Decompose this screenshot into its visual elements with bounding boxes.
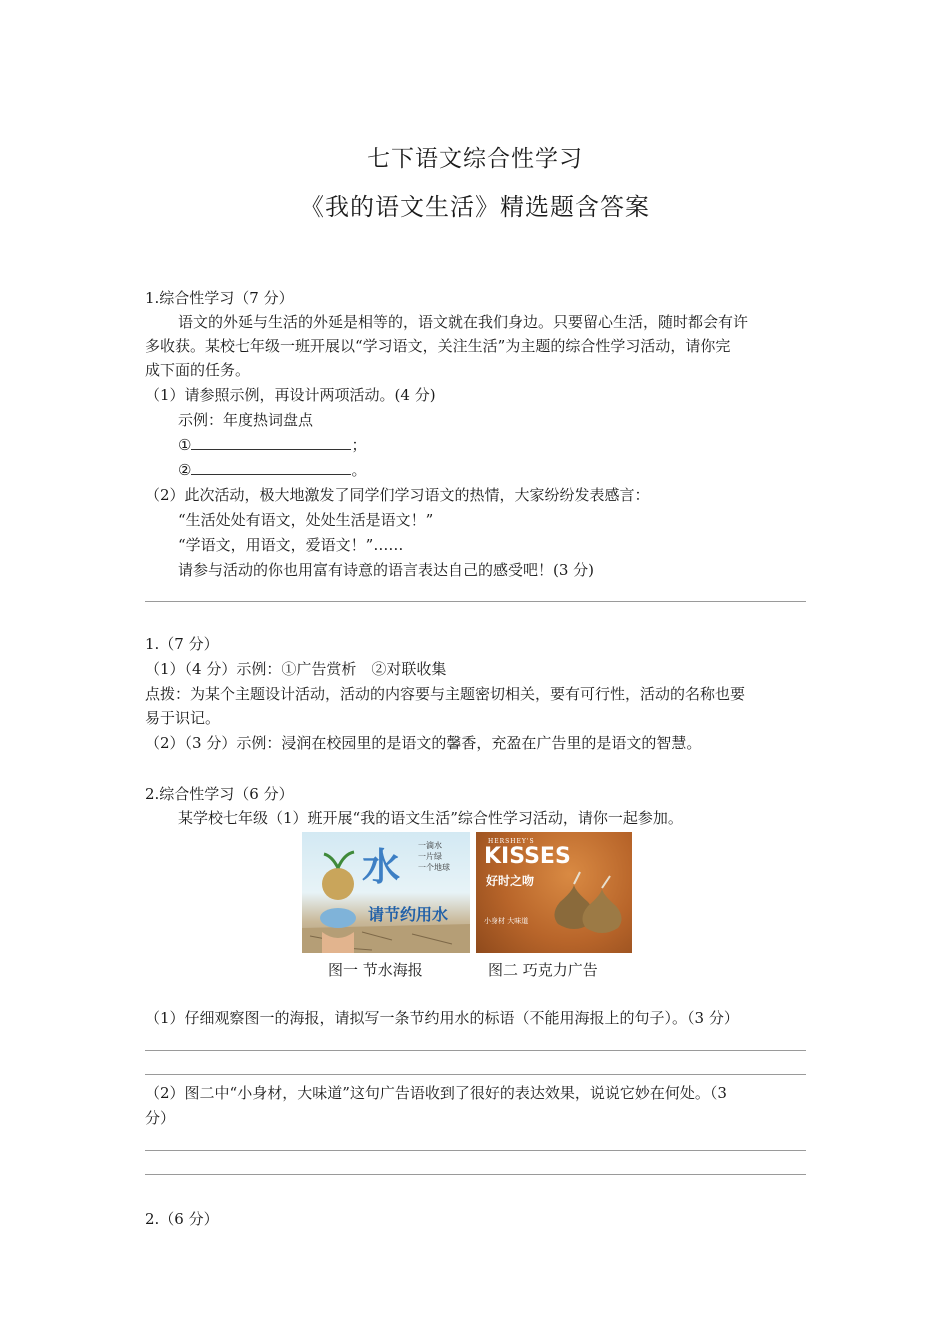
blank-2-mark: ② (178, 461, 192, 479)
figure-caption-2: 图二 巧克力广告 (488, 961, 598, 979)
poster-big-char: 水 (362, 844, 401, 889)
q1-heading: 1.综合性学习（7 分） (145, 289, 294, 307)
poster-tag-2: 一片绿 (418, 852, 442, 861)
q2-part1: （1）仔细观察图一的海报，请拟写一条节约用水的标语（不能用海报上的句子）。（3 分） (145, 1009, 739, 1027)
a1-line4: （2）（3 分）示例：浸润在校园里的是语文的馨香，充盈在广告里的是语文的智慧。 (145, 734, 702, 752)
q1-blank-1 (178, 433, 843, 457)
q1-part2: （2）此次活动，极大地激发了同学们学习语文的热情，大家纷纷发表感言： (145, 486, 650, 504)
ad-tagline: 小身材 大味道 (484, 917, 529, 925)
a2-heading: 2.（6 分） (145, 1210, 219, 1228)
q2-part2-line1: （2）图二中“小身材，大味道”这句广告语收到了很好的表达效果，说说它妙在何处。（3 (145, 1084, 727, 1102)
answer-line[interactable] (145, 1050, 806, 1051)
ad-brand: KISSES (484, 844, 571, 869)
q2-part2-line2: 分） (145, 1109, 176, 1127)
poster-tagline (418, 840, 450, 873)
answer-line[interactable] (145, 601, 806, 602)
q1-intro-line2: 多收获。某校七年级一班开展以“学习语文，关注生活”为主题的综合性学习活动，请你完 (145, 337, 731, 355)
q1-task: 请参与活动的你也用富有诗意的语言表达自己的感受吧！(3 分) (178, 561, 595, 579)
q2-heading: 2.综合性学习（6 分） (145, 785, 294, 803)
a1-line1: （1）（4 分）示例：①广告赏析 ②对联收集 (145, 660, 447, 678)
q2-intro: 某学校七年级（1）班开展“我的语文生活”综合性学习活动，请你一起参加。 (178, 809, 683, 827)
q1-intro-line3: 成下面的任务。 (145, 361, 251, 379)
figure-caption-1: 图一 节水海报 (328, 961, 423, 979)
a1-line3: 易于识记。 (145, 709, 221, 727)
poster-tag-3: 一个地球 (418, 863, 450, 872)
q1-blank-2 (178, 458, 843, 482)
blank-1-end: ； (351, 436, 367, 454)
a1-heading: 1.（7 分） (145, 635, 219, 653)
kisses-illustration (476, 832, 632, 953)
answer-line[interactable] (145, 1074, 806, 1075)
q1-quote2: “学语文，用语文，爱语文！”…… (178, 536, 404, 554)
q1-quote1: “生活处处有语文，处处生活是语文！” (178, 511, 434, 529)
ad-subtitle: 好时之吻 (486, 874, 535, 888)
chocolate-ad (476, 832, 632, 953)
blank-1-mark: ① (178, 436, 192, 454)
ad-brand-top: HERSHEY'S (488, 838, 535, 845)
answer-blank-2[interactable] (191, 458, 351, 475)
q1-intro-line1: 语文的外延与生活的外延是相等的，语文就在我们身边。只要留心生活，随时都会有许 (178, 313, 749, 331)
poster-slogan: 请节约用水 (368, 905, 449, 924)
poster-tag-1: 一滴水 (418, 841, 442, 850)
answer-blank-1[interactable] (191, 433, 351, 450)
blank-2-end: 。 (351, 461, 367, 479)
q1-example: 示例：年度热词盘点 (178, 411, 314, 429)
q1-part1: （1）请参照示例，再设计两项活动。(4 分) (145, 386, 436, 404)
doc-title-line2: 《我的语文生活》精选题含答案 (300, 193, 650, 221)
answer-line[interactable] (145, 1150, 806, 1151)
water-saving-poster (302, 832, 470, 953)
answer-line[interactable] (145, 1174, 806, 1175)
a1-line2: 点拨：为某个主题设计活动，活动的内容要与主题密切相关，要有可行性，活动的名称也要 (145, 685, 746, 703)
doc-title-line1: 七下语文综合性学习 (367, 146, 583, 172)
